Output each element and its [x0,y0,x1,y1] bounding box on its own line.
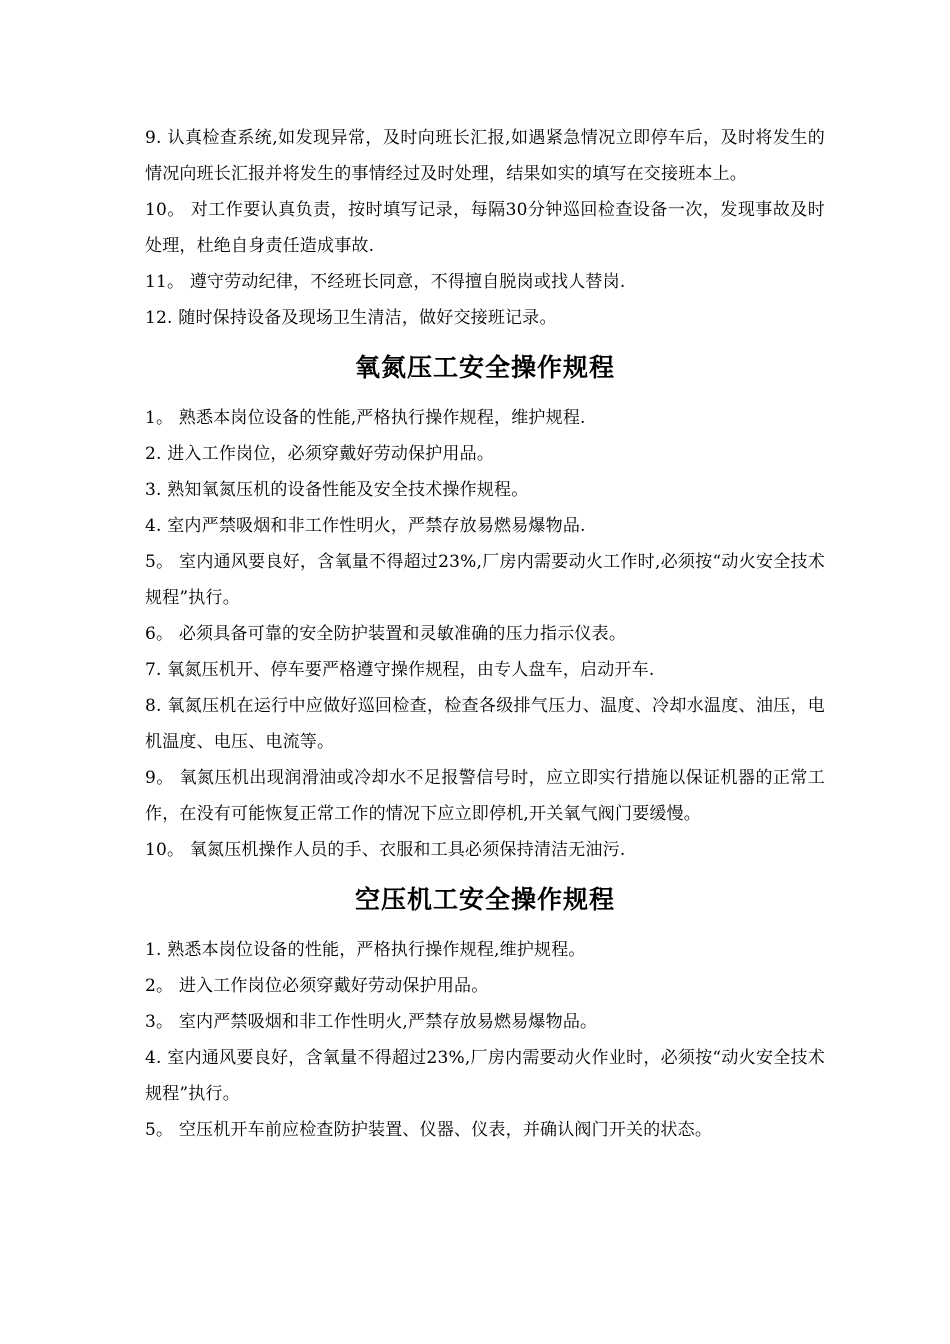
section-heading: 氧氮压工安全操作规程 [354,353,615,382]
rule-item: 5。 室内通风要良好，含氧量不得超过23%,厂房内需要动火工作时,必须按“动火安全技术规程”执行。 [145,552,825,608]
rule-item: 8. 氧氮压机在运行中应做好巡回检查，检查各级排气压力、温度、冷却水温度、油压，电机温度、电压、电流等。 [145,696,825,752]
section-air-compressor [145,880,825,1148]
section-oxygen-nitrogen-compressor [145,348,825,868]
rule-item: 9. 认真检查系统,如发现异常，及时向班长汇报,如遇紧急情况立即停车后，及时将发生的情况向班长汇报并将发生的事情经过及时处理，结果如实的填写在交接班本上。 [145,128,825,184]
rule-item: 4. 室内严禁吸烟和非工作性明火，严禁存放易燃易爆物品. [145,516,586,536]
rule-item: 7. 氧氮压机开、停车要严格遵守操作规程，由专人盘车，启动开车. [145,660,655,680]
rule-item: 2。 进入工作岗位必须穿戴好劳动保护用品。 [145,976,489,996]
rule-item: 3。 室内严禁吸烟和非工作性明火,严禁存放易燃易爆物品。 [145,1012,598,1032]
rule-item: 10。 对工作要认真负责，按时填写记录，每隔30分钟巡回检查设备一次，发现事故及时处理，杜绝自身责任造成事故. [145,200,825,256]
rule-item: 11。 遵守劳动纪律，不经班长同意，不得擅自脱岗或找人替岗. [145,272,626,292]
rule-item: 5。 空压机开车前应检查防护装置、仪器、仪表，并确认阀门开关的状态。 [145,1120,713,1140]
rule-item: 2. 进入工作岗位，必须穿戴好劳动保护用品。 [145,444,495,464]
rule-item: 10。 氧氮压机操作人员的手、衣服和工具必须保持清洁无油污. [145,840,626,860]
document-page [145,120,825,1148]
rule-item: 1. 熟悉本岗位设备的性能，严格执行操作规程,维护规程。 [145,940,586,960]
section-previous-rules [145,120,825,336]
rule-item: 6。 必须具备可靠的安全防护装置和灵敏准确的压力指示仪表。 [145,624,627,644]
rule-item: 12. 随时保持设备及现场卫生清洁，做好交接班记录。 [145,308,557,328]
section-heading: 空压机工安全操作规程 [354,885,615,914]
rule-item: 1。 熟悉本岗位设备的性能,严格执行操作规程，维护规程. [145,408,586,428]
rule-item: 4. 室内通风要良好，含氧量不得超过23%,厂房内需要动火作业时，必须按“动火安全技术规程”执行。 [145,1048,825,1104]
rule-item: 3. 熟知氧氮压机的设备性能及安全技术操作规程。 [145,480,529,500]
rule-item: 9。 氧氮压机出现润滑油或冷却水不足报警信号时，应立即实行措施以保证机器的正常工作，在没有可能恢复正常工作的情况下应立即停机,开关氧气阀门要缓慢。 [145,768,825,824]
